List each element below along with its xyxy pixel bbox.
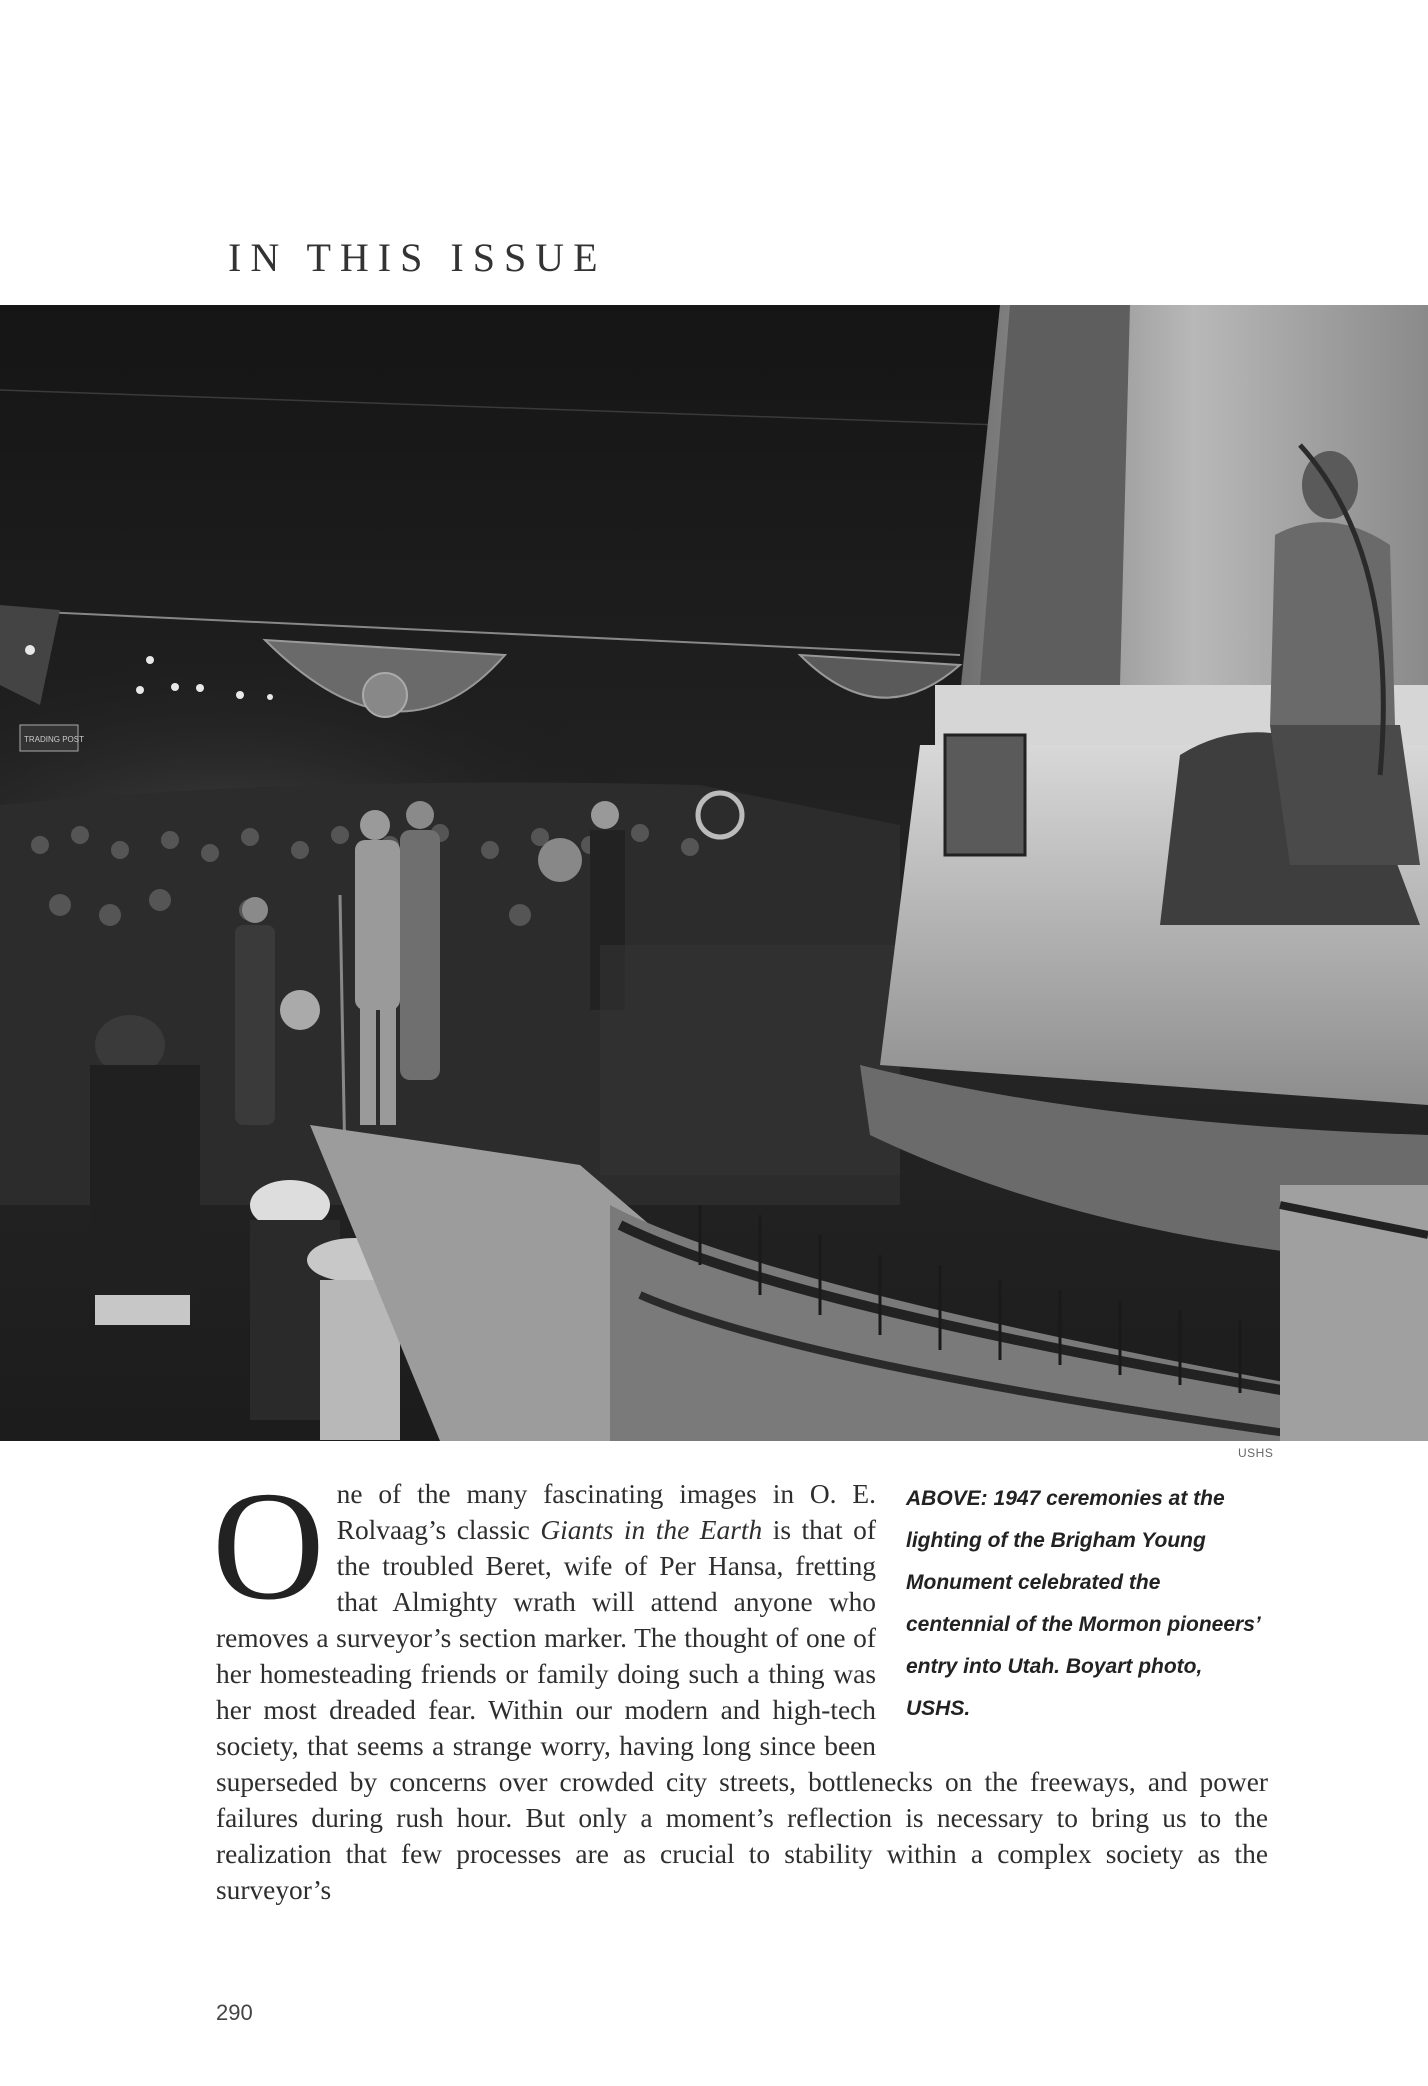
article-text-1: ne of the many fascinating images in O. E. Rolvaag’s classic	[336, 1479, 876, 1545]
monument-photograph	[0, 305, 1428, 1441]
book-title: Giants in the Earth	[540, 1515, 763, 1545]
photo-caption	[906, 1478, 1268, 1730]
drop-cap: O	[212, 1459, 325, 1632]
section-heading: IN THIS ISSUE	[228, 235, 607, 280]
caption-lead: ABOVE:	[906, 1487, 988, 1510]
trading-post-sign: TRADING POST	[24, 735, 85, 744]
page-number: 290	[216, 2000, 253, 2025]
photo-credit: USHS	[1238, 1446, 1274, 1460]
article-text-2: is that of the troubled Beret, wife of Per Hansa, fretting that Almighty wrath will attend anyone who removes a surveyor’s section marker. The thought of one of her homesteading friends or family doing such a thing was her most dreaded fear. Within our modern and high-tech society, that seems a strange worry, having long since been superseded by concerns over crowded city streets, bottlenecks on the freeways, and power failures during rush hour. But only a moment’s reflection is necessary to bring us to the realization that few processes are as crucial to stability within a complex society as the surveyor’s	[216, 1515, 1268, 1905]
caption-text: 1947 ceremonies at the lighting of the Brigham Young Monument celebrated the centennial of the Mormon pioneers’ entry into Utah. Boyart photo, USHS.	[906, 1487, 1260, 1720]
article-body	[212, 1459, 1268, 1908]
